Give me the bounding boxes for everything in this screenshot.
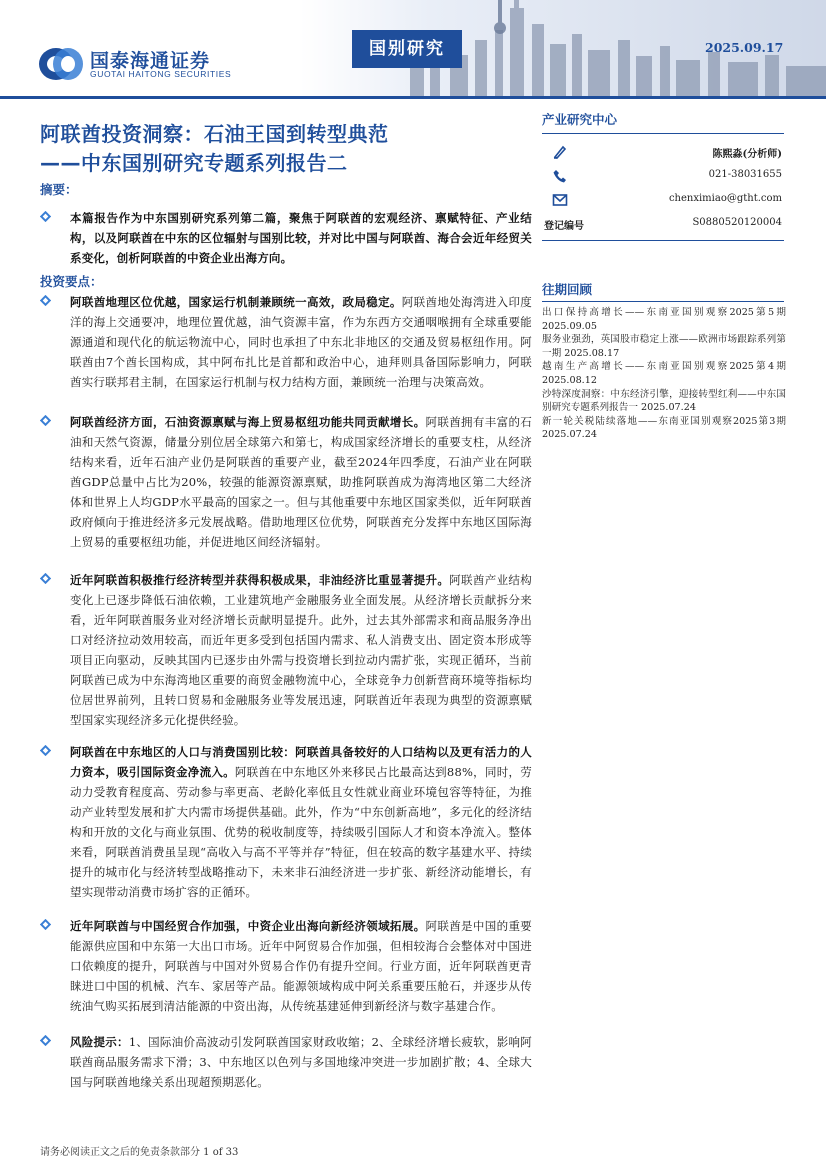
abstract-label: 摘要： [40,182,78,197]
key-point-body: 阿联酋拥有丰富的石油和天然气资源，储量分别位居全球第六和第七，构成国家经济增长的重要支柱，从经济结构来看，近年石油产业仍是阿联酋的重要产业，截至2024年四季度，石油产业在阿联酋GDP总量中占比为20%，较强的能源资源禀赋，助推阿联酋成为海湾地区第二大经济体和世界上人均GDP水平最高的国家之一。但与其他重要中东地区国家类似，近年阿联酋政府倾向于推进经济多元发展战略。借助地理区位优势，阿联酋充分发挥中东地区国际海上贸易的重要枢纽功能，并促进地区间经济辐射。 [70,415,532,549]
bullet-diamond-icon [40,295,51,306]
analyst-row [542,140,784,164]
analyst-sidebar [542,110,784,241]
key-point-lead: 阿联酋地理区位优越，国家运行机制兼顾统一高效，政局稳定。 [70,295,402,309]
key-point-4 [40,742,532,902]
logo-english-name: GUOTAI HAITONG SECURITIES [90,69,232,79]
header-divider [0,96,826,99]
key-point-2 [40,412,532,552]
past-report-item[interactable]: 出口保持高增长——东南亚国别观察2025第5期 2025.09.05 [542,307,786,332]
bullet-diamond-icon [40,573,51,584]
key-point-3 [40,570,532,730]
key-point-5 [40,916,532,1016]
key-points-label: 投资要点： [40,274,103,289]
registration-label: 登记编号 [544,221,584,232]
key-point-body: 阿联酋是中国的重要能源供应国和中东第一大出口市场。近年中阿贸易合作加强，但相较海合会整体对中国进口依赖度的提升，阿联酋与中国对外贸易合作仍有提升空间。行业方面，近年阿联酋更青睐进口中国的机械、汽车、家居等产品。能源领域构成中阿关系重要压舱石，并逐步从传统油气购买拓展到清洁能源的中资出海，从传统基建延伸到新经济与数字基建合作。 [70,919,532,1013]
key-point-lead: 近年阿联酋与中国经贸合作加强，中资企业出海向新经济领域拓展。 [70,919,426,933]
registration-row [542,212,784,236]
page-footer: 请务必阅读正文之后的免责条款部分 1 of 33 [40,1147,239,1158]
analyst-name: 陈熙淼(分析师) [712,149,782,160]
analyst-email[interactable]: chenximiao@gtht.com [668,193,782,204]
logo-chinese-name: 国泰海通证券 [90,50,211,72]
past-report-item[interactable]: 沙特深度洞察：中东经济引擎，迎接转型红利——中东国别研究专题系列报告一 2025.07.24 [542,388,786,414]
bullet-diamond-icon [40,415,51,426]
past-report-item[interactable]: 服务业强劲，英国股市稳定上涨——欧洲市场跟踪系列第一期 2025.08.17 [542,334,786,359]
pen-icon [552,144,568,160]
company-logo [38,44,258,84]
bullet-diamond-icon [40,211,51,222]
phone-icon [552,168,568,184]
key-point-1 [40,292,532,392]
research-center-title: 产业研究中心 [542,110,784,134]
risk-body: 1、国际油价高波动引发阿联酋国家财政收缩；2、全球经济增长疲软，影响阿联酋商品服务需求下滑；3、中东地区以色列与多国地缘冲突进一步加剧扩散；4、全球大国与阿联酋地缘关系出现超预期恶化。 [70,1035,532,1089]
mail-icon [552,192,568,208]
past-reports-list [542,306,786,442]
key-point-body: 阿联酋产业结构变化上已逐步降低石油依赖，工业建筑地产金融服务业全面发展。从经济增长贡献拆分来看，近年阿联酋服务业对经济增长贡献明显提升。此外，过去其外部需求和商品服务净出口对经济拉动效用较高，而近年更多受到包括国内需求、私人消费支出、固定资本形成等项目正向驱动，反映其国内已逐步由外需与投资增长到拉动内需扩张，实现正循环，当前阿联酋已成为中东海湾地区重要的商贸金融物流中心，全球竞争力创新营商环境等指标均位居世界前列，且转口贸易和金融服务业等发展迅速，阿联酋近年表现为典型的资源禀赋型国家实现经济多元化提供经验。 [70,573,532,727]
bullet-diamond-icon [40,919,51,930]
bullet-diamond-icon [40,745,51,756]
report-title: 阿联酋投资洞察：石油王国到转型典范 [40,122,389,146]
registration-number: S0880520120004 [692,217,782,228]
past-report-item[interactable]: 新一轮关税陆续落地——东南亚国别观察2025第3期 2025.07.24 [542,415,786,441]
past-reports-title: 往期回顾 [542,280,784,302]
key-point-body: 阿联酋地处海湾进入印度洋的海上交通要冲，地理位置优越，油气资源丰富，作为东西方交通咽喉拥有全球重要能源通道和现代化的航运物流中心，同时也承担了中东北非地区的交通及贸易枢纽作用。阿联酋由7个酋长国构成，其中阿布扎比是首都和政治中心，迪拜则具备国际影响力，阿联酋实行联邦君主制，在国家运行机制与权力结构方面，兼顾统一治理与决策高效。 [70,295,532,389]
risk-warning [40,1032,532,1092]
key-point-lead: 阿联酋在中东地区的人口与消费国别比较：阿联酋具备较好的人口结构以及更有活力的人力资本，吸引国际资金净流入。 [70,745,532,779]
key-point-lead: 阿联酋经济方面，石油资源禀赋与海上贸易枢纽功能共同贡献增长。 [70,415,426,429]
phone-row [542,164,784,188]
analyst-phone: 021-38031655 [708,169,782,180]
report-date: 2025.09.17 [705,40,784,55]
bullet-diamond-icon [40,1035,51,1046]
key-point-lead: 近年阿联酋积极推行经济转型并获得积极成果，非油经济比重显著提升。 [70,573,450,587]
logo-icon [38,46,84,82]
past-report-item[interactable]: 越南生产高增长——东南亚国别观察2025第4期 2025.08.12 [542,361,786,386]
intro-paragraph [40,208,532,268]
key-point-body: 阿联酋在中东地区外来移民占比最高达到88%，同时，劳动力受教育程度高、劳动参与率更高、老龄化率低且女性就业商业环境包容等特征，为推动产业转型发展和扩大内需市场提供基础。此外，作为“中东创新高地”，多元化的经济结构和开放的文化与商业氛围、优势的税收制度等，持续吸引国际人才和资本净流入。整体来看，阿联酋消费虽呈现“高收入与高不平等并存”特征，但在较高的数字基建水平、持续提升的城市化与经济转型战略推动下，未来非石油经济进一步扩张、新经济动能增长，有望实现带动消费市场扩容的正循环。 [70,765,532,899]
report-subtitle: ——中东国别研究专题系列报告二 [40,151,348,175]
email-row [542,188,784,212]
intro-text: 本篇报告作为中东国别研究系列第二篇，聚焦于阿联酋的宏观经济、禀赋特征、产业结构，以及阿联酋在中东的区位辐射与国别比较，并对比中国与阿联酋、海合会近年经贸关系变化，创析阿联酋的中资企业出海方向。 [70,211,532,265]
risk-label: 风险提示： [70,1035,129,1049]
sidebar-divider [542,240,784,241]
report-type-badge: 国别研究 [352,30,462,68]
page-header [0,0,826,100]
